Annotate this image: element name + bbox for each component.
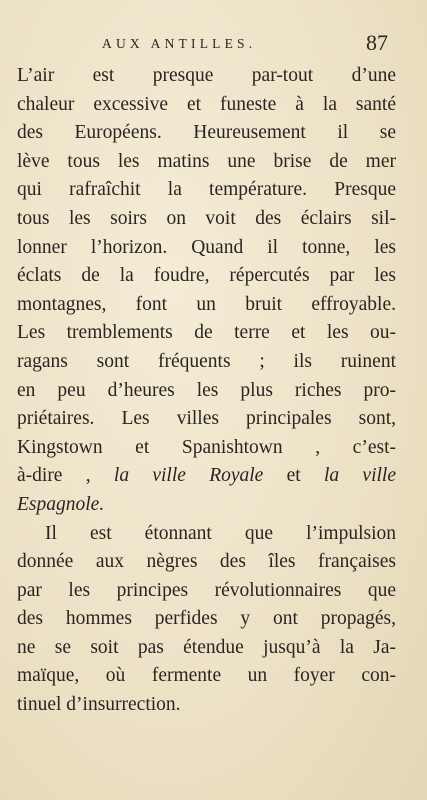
text-line: L’air est presque par-tout d’une (17, 65, 396, 86)
text-line: Espagnole. (17, 493, 105, 515)
italic-run: la ville (323, 465, 396, 487)
text-line: qui rafraîchit la température. Presque (17, 179, 396, 201)
text-line: lève tous les matins une brise de mer (17, 150, 396, 172)
text-line: en peu d’heures les plus riches pro- (17, 379, 396, 401)
text-line: donnée aux nègres des îles françaises (17, 551, 396, 573)
text-line: Il est étonnant que l’impulsion (45, 522, 396, 544)
text-line: montagnes, font un bruit effroyable. (17, 293, 396, 315)
text-line: tinuel d’insurrection. (17, 694, 181, 716)
text-line: des Européens. Heureusement il se (17, 122, 396, 144)
italic-run: la ville Royale (113, 465, 264, 487)
text-line: Kingstown et Spanishtown , c’est- (17, 436, 396, 458)
text-line: des hommes perfides y ont propagés, (17, 608, 396, 630)
page-header (0, 30, 427, 60)
text-line: ragans sont fréquents ; ils ruinent (17, 350, 396, 372)
text-line: lonner l’horizon. Quand il tonne, les (17, 236, 396, 258)
text-line: chaleur excessive et funeste à la santé (17, 93, 396, 115)
text-line: priétaires. Les villes principales sont, (17, 408, 396, 430)
running-title: AUX ANTILLES. (102, 36, 257, 51)
body-text (17, 62, 396, 720)
page-number: 87 (366, 30, 388, 55)
text-line: maïque, où fermente un foyer con- (17, 665, 396, 687)
text-line: ne se soit pas étendue jusqu’à la Ja- (17, 636, 396, 658)
text-line: éclats de la foudre, répercutés par les (17, 265, 396, 287)
text-run: à-dire , (17, 465, 114, 487)
text-line: par les principes révolutionnaires que (17, 579, 396, 601)
text-line-mixed (17, 462, 396, 491)
text-line: Les tremblements de terre et les ou- (17, 322, 396, 344)
text-line: tous les soirs on voit des éclairs sil- (17, 207, 396, 229)
text-run: et (263, 465, 324, 487)
